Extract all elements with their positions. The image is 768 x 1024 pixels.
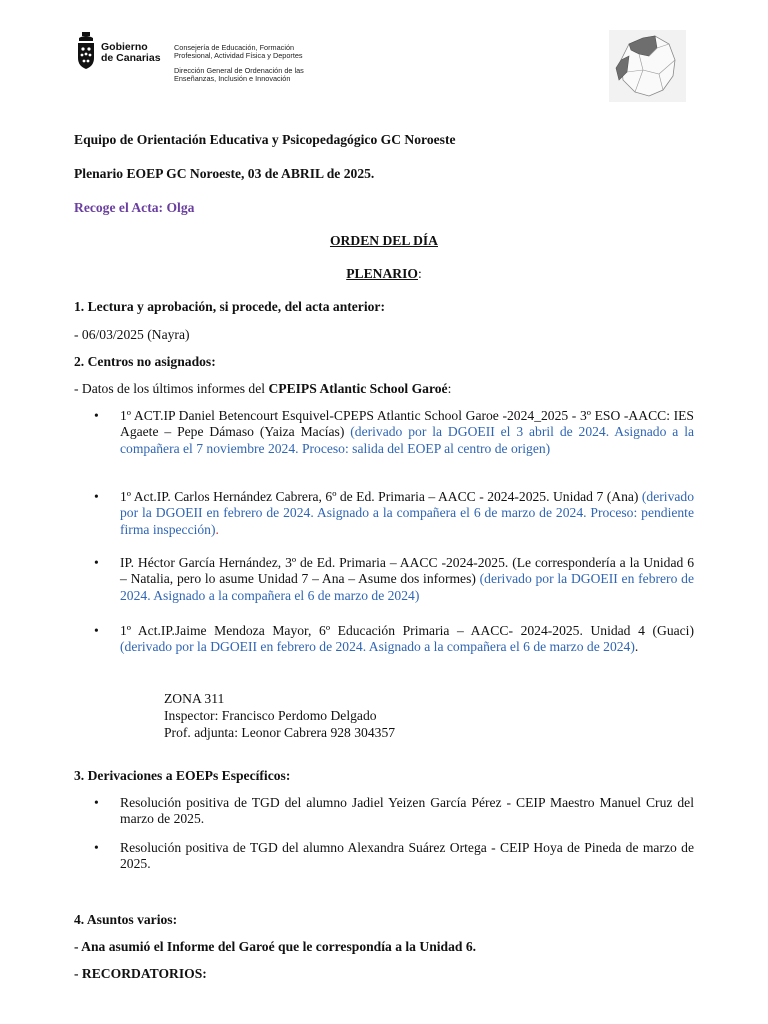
item-text: 1º ACT.IP Daniel Betencourt Esquivel-CPEPS Atlantic School Garoe -2024_2025 - 3º ESO -AACC: IES Agaete – Pepe Dámaso (Yaiza Macías)	[120, 408, 694, 440]
plenario-title	[74, 266, 694, 282]
bullet-icon: •	[94, 795, 99, 810]
orden-text: ORDEN DEL DÍA	[329, 233, 438, 248]
item-end: .	[634, 639, 639, 655]
section-2-intro	[74, 381, 451, 397]
section-1-item: - 06/03/2025 (Nayra)	[74, 327, 190, 342]
dept-line-4: Enseñanzas, Inclusión e Innovación	[174, 74, 291, 84]
gobierno-canarias-logo	[76, 30, 161, 70]
adjunta-line: Prof. adjunta: Leonor Cabrera 928 304357	[164, 725, 396, 740]
intro-text: - Datos de los últimos informes del	[74, 381, 269, 396]
canarias-crest-icon	[76, 32, 96, 70]
list-item-text: Resolución positiva de TGD del alumno Jadiel Yeizen García Pérez - CEIP Maestro Manuel Cruz del marzo de 2025.	[120, 795, 694, 827]
item-end: .	[215, 521, 219, 537]
item-note: (derivado por la DGOEII el 3 abril de 2024. Asignado a la compañera el 7 noviembre 2024. Proceso: salida del EOEP al centro de origen)	[120, 424, 694, 456]
item-note: (derivado por la DGOEII en febrero de 2024. Asignado a la compañera el 6 de marzo de 2024)	[120, 571, 694, 603]
bullet-icon: •	[94, 489, 99, 504]
dept-line-2: Profesional, Actividad Física y Deportes	[174, 51, 303, 61]
zona-label: ZONA 311	[164, 691, 225, 706]
logo-line-2: de Canarias	[101, 52, 161, 64]
zona-block	[164, 690, 395, 741]
plenario-colon: :	[417, 266, 422, 281]
inspector-line: Inspector: Francisco Perdomo Delgado	[164, 708, 377, 723]
list-item-text	[120, 489, 694, 538]
bullet-icon: •	[94, 623, 99, 638]
recordatorios: - RECORDATORIOS:	[74, 966, 207, 981]
bullet-icon: •	[94, 840, 99, 855]
list-item-text: Resolución positiva de TGD del alumno Alexandra Suárez Ortega - CEIP Hoya de Pineda de marzo de 2025.	[120, 840, 694, 872]
item-text: 1º Act.IP.Jaime Mendoza Mayor, 6º Educación Primaria – AACC- 2024-2025. Unidad 4 (Guaci)	[120, 623, 694, 638]
bullet-icon: •	[94, 555, 99, 570]
plenario-date: Plenario EOEP GC Noroeste, 03 de ABRIL de 2025.	[74, 166, 375, 181]
section-4-item: - Ana asumió el Informe del Garoé que le correspondía a la Unidad 6.	[74, 939, 477, 954]
gran-canaria-map-icon	[609, 30, 686, 102]
logo-text	[101, 42, 161, 64]
recoge-acta: Recoge el Acta: Olga	[74, 200, 195, 215]
item-note: (derivado por la DGOEII en febrero de 2024. Asignado a la compañera el 6 de marzo de 2024)	[120, 639, 635, 655]
section-3-heading: 3. Derivaciones a EOEPs Específicos:	[74, 768, 291, 783]
department-block	[174, 44, 304, 84]
item-text: 1º Act.IP. Carlos Hernández Cabrera, 6º de Ed. Primaria – AACC - 2024-2025. Unidad 7 (Ana)	[120, 489, 642, 504]
intro-colon: :	[447, 381, 452, 396]
section-2-heading: 2. Centros no asignados:	[74, 354, 216, 369]
orden-del-dia-title	[74, 233, 694, 249]
section-4-heading: 4. Asuntos varios:	[74, 912, 178, 927]
plenario-text: PLENARIO	[346, 266, 418, 281]
item-text: IP. Héctor García Hernández, 3º de Ed. Primaria – AACC -2024-2025. (Le correspondería a la Unidad 6 – Natalia, pero lo asume Unidad 7 – Ana – Asume dos informes)	[120, 555, 694, 587]
list-item-text	[120, 555, 694, 604]
logo-line-1: Gobierno	[101, 41, 148, 53]
dept-line-3: Dirección General de Ordenación de las	[174, 65, 304, 75]
bullet-icon: •	[94, 408, 99, 423]
dept-line-1: Consejería de Educación, Formación	[174, 43, 295, 52]
list-item-text	[120, 623, 694, 656]
section-1-heading: 1. Lectura y aprobación, si procede, del acta anterior:	[74, 299, 385, 314]
list-item-text	[120, 408, 694, 457]
school-name: CPEIPS Atlantic School Garoé	[268, 381, 448, 396]
item-note: (derivado por la DGOEII en febrero de 2024. Asignado a la compañera el 6 de marzo de 2024. Proceso: pendiente firma inspección)	[120, 489, 694, 537]
team-heading: Equipo de Orientación Educativa y Psicopedagógico GC Noroeste	[74, 132, 456, 147]
